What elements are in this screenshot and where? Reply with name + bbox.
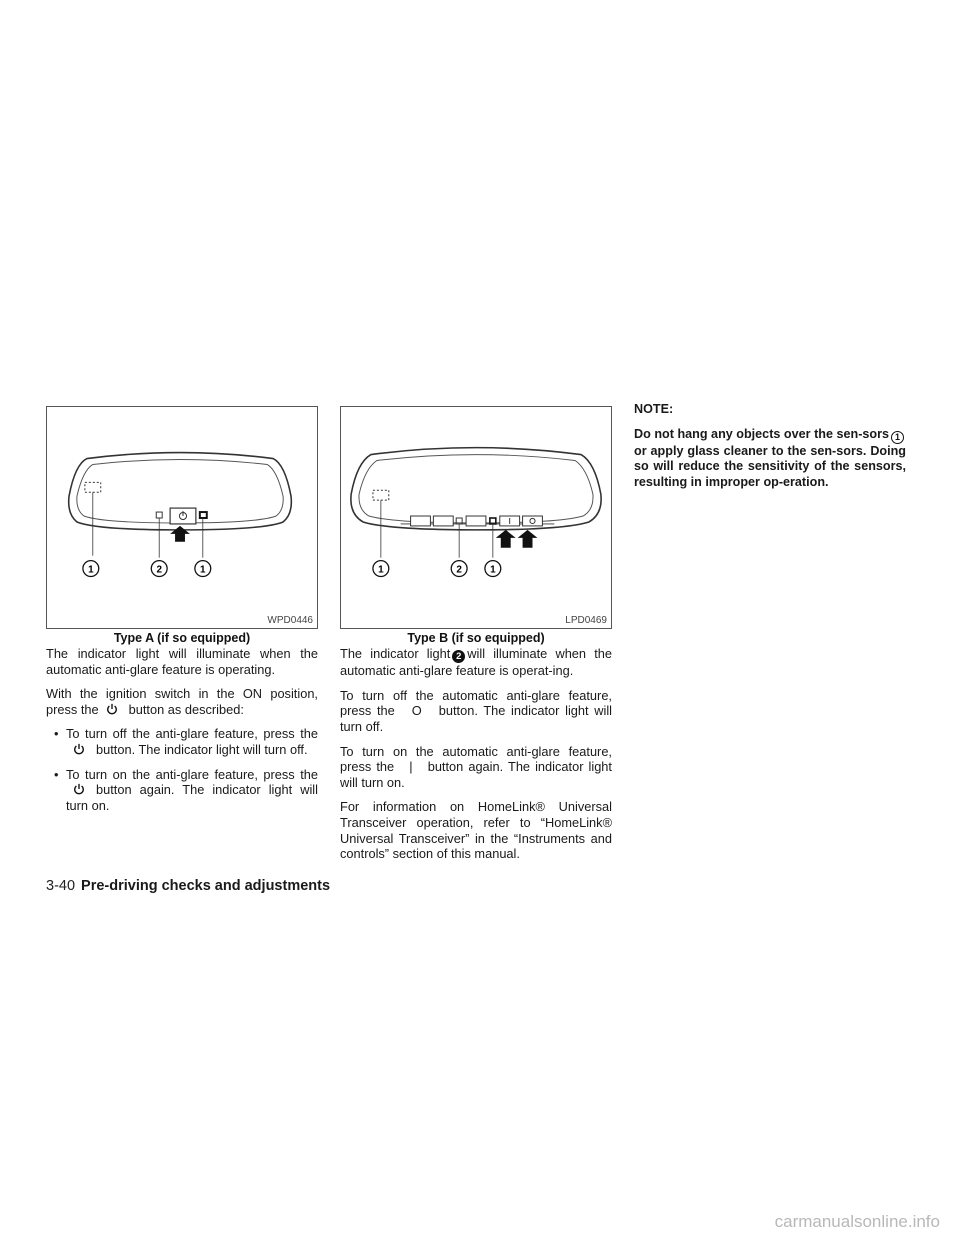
- text: Do not hang any objects over the sen-sors: [634, 426, 889, 441]
- on-symbol: |: [409, 759, 413, 775]
- text: button again. The indicator light will turn on.: [66, 782, 318, 813]
- text: With the ignition switch in the ON position, press the: [46, 686, 318, 717]
- page-number: 3-40: [46, 878, 76, 894]
- figure-b-caption: Type B (if so equipped): [407, 631, 545, 645]
- watermark: carmanualsonline.info: [774, 1212, 940, 1231]
- off-symbol: O: [411, 703, 422, 719]
- text: button as described:: [128, 701, 244, 717]
- callout-2: 2: [156, 564, 162, 576]
- text: The indicator light: [340, 646, 451, 661]
- power-icon: [105, 703, 119, 715]
- power-icon: [72, 783, 86, 795]
- paragraph-indicator-light: The indicator light will illuminate when the automatic anti-glare feature is operating.: [46, 646, 318, 677]
- text: To turn on the automatic anti-glare feature, press the: [340, 743, 612, 775]
- paragraph-homelink: For information on HomeLink® Universal Transceiver operation, refer to “HomeLink® Universal Transceiver” in the “Instruments and controls” section of this manual.: [340, 799, 612, 862]
- text: To turn on the anti-glare feature, press the: [66, 766, 318, 782]
- callout-1-inline: 1: [891, 431, 904, 444]
- note-block: [634, 402, 906, 500]
- text: button. The indicator light will turn off.: [96, 741, 308, 757]
- text: will illuminate when the automatic anti-glare feature is operat-ing.: [340, 646, 613, 679]
- note-text: [634, 427, 906, 491]
- mirror-type-b-illustration: [341, 407, 611, 628]
- figure-a-code: WPD0446: [267, 615, 313, 626]
- text: button again. The indicator light will turn on.: [340, 759, 612, 790]
- mirror-type-a-illustration: [47, 407, 317, 628]
- page-footer: [46, 878, 330, 894]
- column-2: [340, 646, 612, 871]
- paragraph-indicator-2: [340, 646, 612, 679]
- paragraph-ignition: [46, 686, 318, 717]
- bullet-turn-on: [46, 767, 318, 814]
- paragraph-turn-off: [340, 688, 612, 735]
- paragraph-turn-on: [340, 744, 612, 791]
- figure-a-caption: Type A (if so equipped): [113, 631, 251, 645]
- column-1: [46, 646, 318, 822]
- text: To turn off the automatic anti-glare feature, press the: [340, 687, 612, 719]
- callout-2-inline: 2: [452, 650, 465, 663]
- bullet-dot: •: [54, 766, 59, 782]
- text: or apply glass cleaner to the sen-sors. Doing so will reduce the sensitivity of the sensors, resulting in improper op-eration.: [634, 443, 906, 490]
- callout-1-right: 1: [490, 564, 496, 576]
- section-title: Pre-driving checks and adjustments: [81, 878, 331, 894]
- callout-2: 2: [456, 564, 462, 576]
- callout-1-right: 1: [200, 564, 206, 576]
- text: button. The indicator light will turn off.: [340, 703, 613, 735]
- power-icon: [72, 743, 86, 755]
- figure-b-code: LPD0469: [565, 615, 607, 626]
- figure-type-a: [46, 406, 318, 629]
- figure-type-b: [340, 406, 612, 629]
- note-heading: NOTE:: [634, 402, 674, 416]
- bullet-dot: •: [54, 726, 59, 742]
- callout-1-left: 1: [88, 564, 94, 576]
- callout-1-left: 1: [378, 564, 384, 576]
- text: To turn off the anti-glare feature, press the: [66, 726, 318, 742]
- bullet-turn-off: [46, 726, 318, 757]
